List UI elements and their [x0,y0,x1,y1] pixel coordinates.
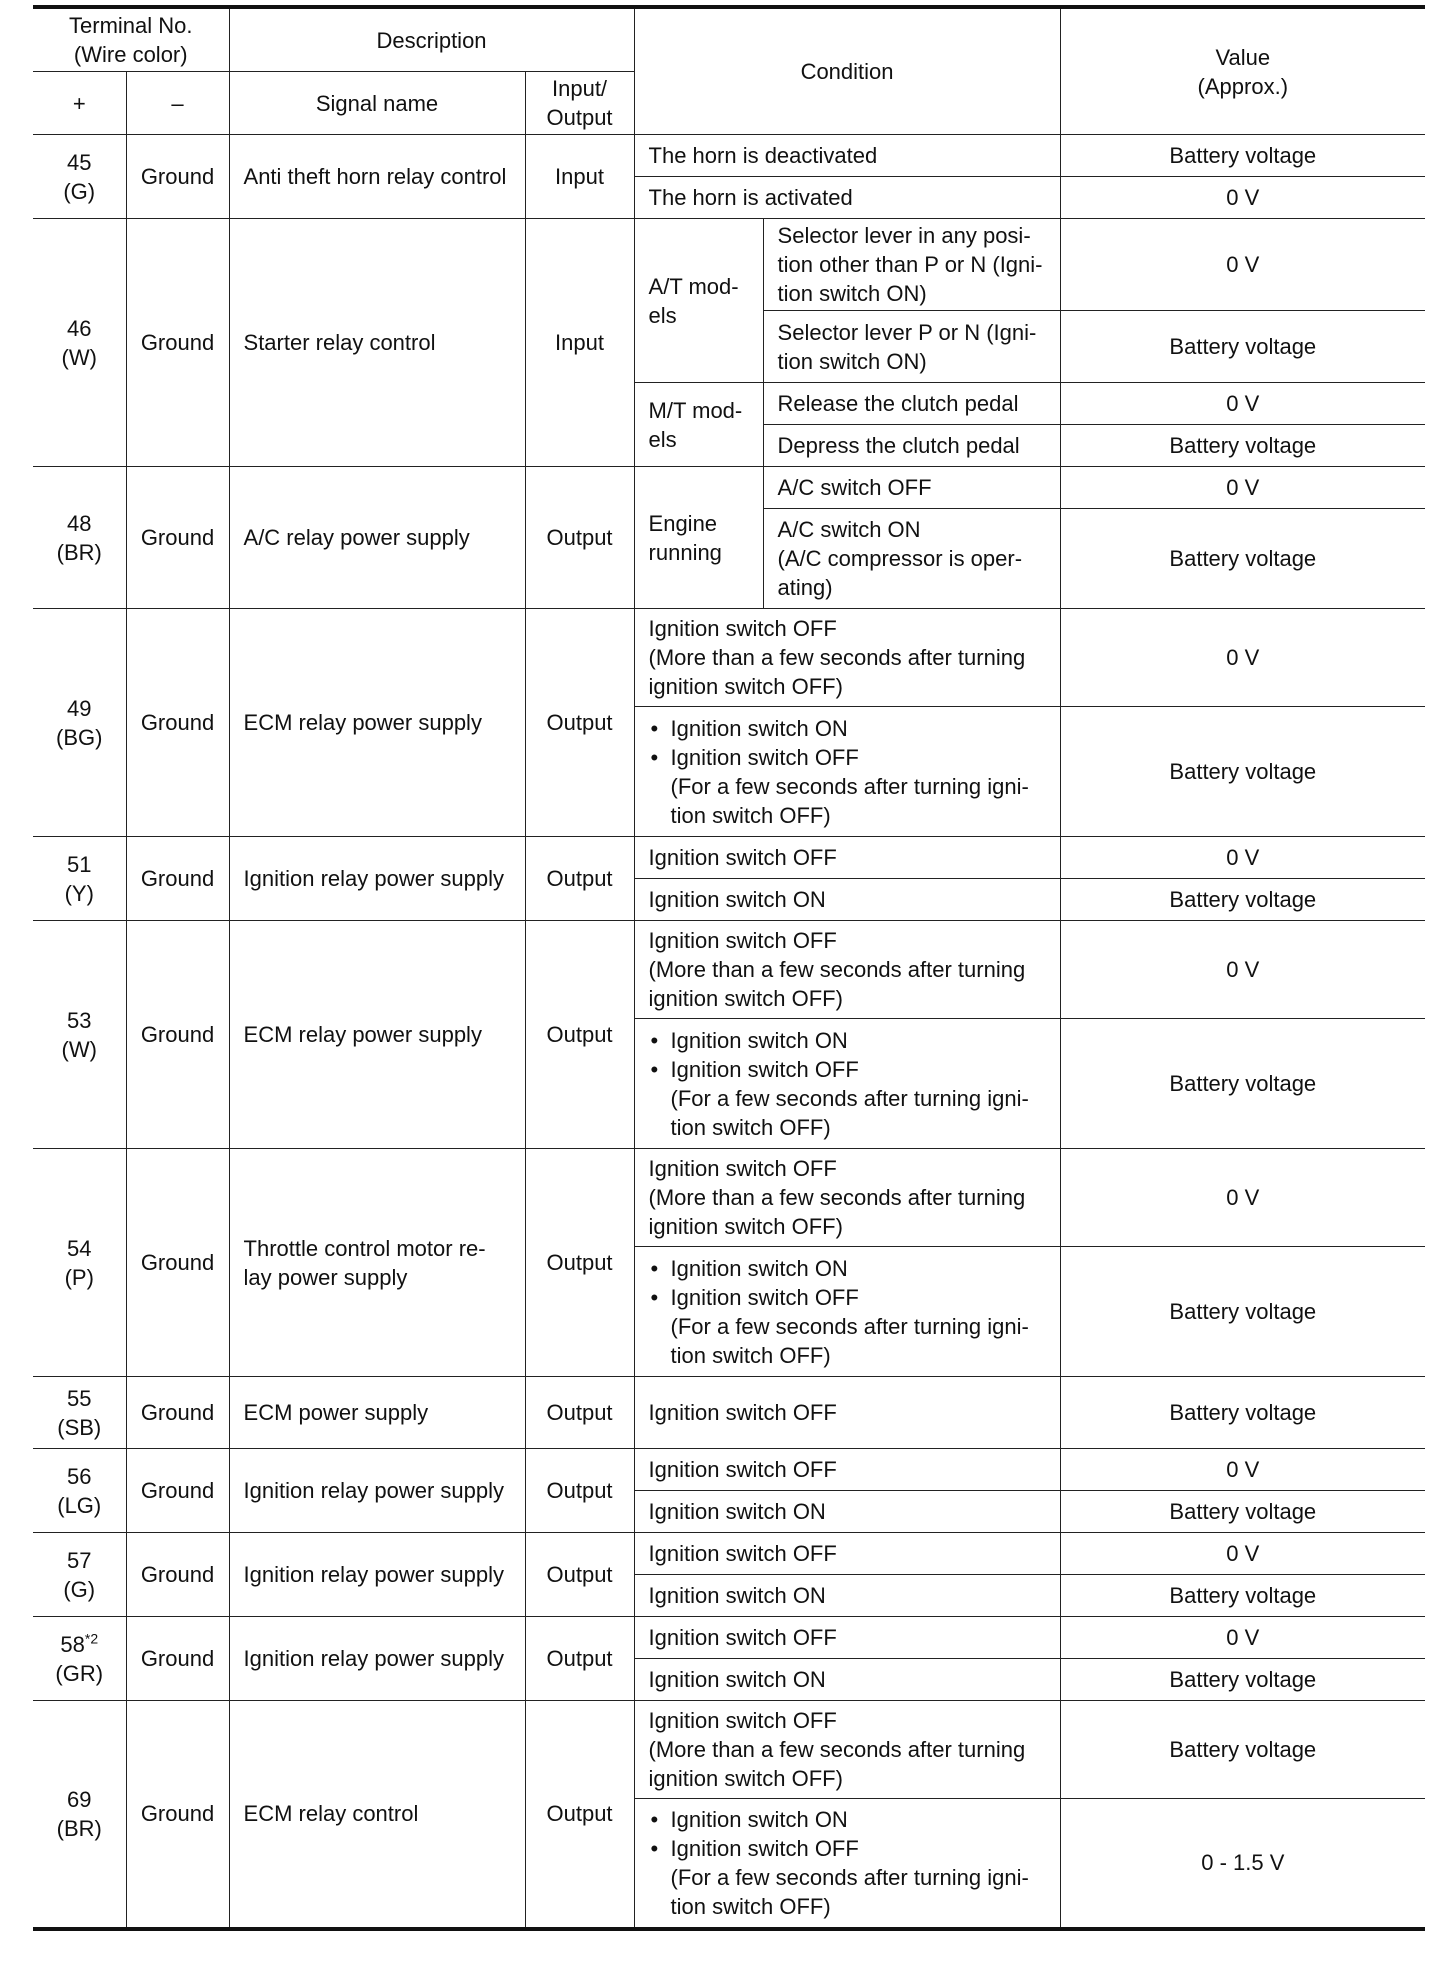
io-cell: Input [525,135,634,219]
terminal-cell [33,219,126,467]
condition-cell [634,1659,1060,1701]
terminal-number [47,509,112,538]
table-row [33,609,1425,707]
condition-text: Selector lever in any posi- tion other than P or N (Igni- tion switch ON) [777,223,1043,306]
terminal-number-text: 49 [67,695,92,721]
minus-terminal-cell: Ground [126,1449,229,1533]
terminal-number-text: 56 [67,1463,92,1489]
terminal-cell [33,1377,126,1449]
minus-terminal-cell: Ground [126,1377,229,1449]
signal-name-cell: Throttle control motor re- lay power supply [229,1149,525,1377]
terminal-number-text: 51 [67,851,92,877]
condition-text: Ignition switch OFF (More than a few seconds after turning ignition switch OFF) [648,616,1026,699]
io-cell: Output [525,609,634,837]
condition-text: Ignition switch OFF [648,1400,837,1425]
condition-cell [763,311,1060,383]
condition-text: Ignition switch ON [648,1583,826,1608]
condition-cell [763,219,1060,311]
condition-cell [763,425,1060,467]
table-row [33,135,1425,177]
condition-text: A/C switch ON (A/C compressor is oper- ating) [777,517,1023,600]
value-cell: 0 V [1060,921,1425,1019]
minus-terminal-cell: Ground [126,135,229,219]
wire-color: (W) [61,1036,97,1062]
minus-terminal-cell: Ground [126,219,229,467]
minus-terminal-cell: Ground [126,467,229,609]
condition-cell [634,879,1060,921]
condition-bullet: • Ignition switch ON [649,1026,1046,1055]
signal-name-cell: ECM relay power supply [229,609,525,837]
table-row [33,1149,1425,1247]
terminal-cell [33,921,126,1149]
terminal-cell [33,1449,126,1533]
condition-cell [634,1449,1060,1491]
value-cell: 0 V [1060,1533,1425,1575]
terminal-cell [33,1533,126,1617]
condition-text: Selector lever P or N (Igni- tion switch ON) [777,319,1037,374]
terminal-number-text: 55 [67,1385,92,1411]
condition-cell [634,837,1060,879]
value-cell: Battery voltage [1060,1377,1425,1449]
terminal-number-text: 57 [67,1547,92,1573]
value-cell: Battery voltage [1060,1659,1425,1701]
condition-bullets [649,714,1046,830]
value-cell: Battery voltage [1060,1019,1425,1149]
minus-terminal-cell: Ground [126,1701,229,1929]
description-header: Description [229,7,634,72]
io-cell: Output [525,467,634,609]
table-body [33,135,1425,1929]
terminal-number [47,1384,112,1413]
condition-bullets [649,1805,1046,1921]
terminal-cell [33,609,126,837]
value-cell: 0 V [1060,219,1425,311]
condition-text: A/C switch OFF [777,475,932,500]
terminal-number [47,1546,112,1575]
wire-color: (LG) [57,1492,102,1518]
signal-name-cell: Ignition relay power supply [229,1617,525,1701]
plus-header: + [33,72,126,135]
condition-cell [634,1799,1060,1929]
minus-terminal-cell: Ground [126,1149,229,1377]
minus-terminal-cell: Ground [126,1533,229,1617]
condition-text: Ignition switch OFF [648,845,837,870]
condition-bullets [649,1254,1046,1370]
signal-name-cell: Starter relay control [229,219,525,467]
minus-terminal-cell: Ground [126,837,229,921]
io-cell: Output [525,1449,634,1533]
condition-bullet: • Ignition switch ON [649,1254,1046,1283]
footnote-mark: *2 [84,1630,99,1647]
value-cell: 0 - 1.5 V [1060,1799,1425,1929]
io-header: Input/ Output [525,72,634,135]
io-cell: Input [525,219,634,467]
condition-text: Ignition switch ON [648,887,826,912]
value-cell: Battery voltage [1060,311,1425,383]
condition-cell [634,1019,1060,1149]
terminal-number-text: 48 [67,510,92,536]
minus-header: – [126,72,229,135]
condition-text: The horn is activated [648,185,853,210]
terminal-cell [33,837,126,921]
terminal-number-text: 58 [60,1631,85,1657]
condition-cell [763,383,1060,425]
signal-name-cell: A/C relay power supply [229,467,525,609]
condition-bullets [649,1026,1046,1142]
condition-text: Ignition switch OFF (More than a few seconds after turning ignition switch OFF) [648,1708,1026,1791]
value-cell: Battery voltage [1060,1575,1425,1617]
wire-color: (BR) [56,1815,102,1841]
signal-name-header: Signal name [229,72,525,135]
condition-bullet: • Ignition switch ON [649,1805,1046,1834]
condition-cell [634,1701,1060,1799]
terminal-spec-table [33,5,1425,1931]
condition-text: Ignition switch OFF [648,1457,837,1482]
value-cell: 0 V [1060,837,1425,879]
value-cell: 0 V [1060,609,1425,707]
signal-name-cell: Ignition relay power supply [229,1449,525,1533]
terminal-number-text: 54 [67,1235,92,1261]
wire-color: (P) [64,1264,94,1290]
condition-group-label: M/T mod- els [634,383,763,467]
io-cell: Output [525,921,634,1149]
condition-cell [634,1617,1060,1659]
condition-cell [634,135,1060,177]
condition-header: Condition [634,7,1060,135]
value-cell: 0 V [1060,1149,1425,1247]
table-row [33,1701,1425,1799]
terminal-cell [33,1149,126,1377]
table-row [33,837,1425,879]
value-cell: 0 V [1060,1617,1425,1659]
table-row [33,1449,1425,1491]
signal-name-cell: Anti theft horn relay control [229,135,525,219]
signal-name-cell: ECM power supply [229,1377,525,1449]
value-header: Value (Approx.) [1060,7,1425,135]
terminal-cell [33,135,126,219]
table-row [33,467,1425,509]
terminal-number [47,1006,112,1035]
terminal-number-text: 46 [67,315,92,341]
wire-color: (BR) [56,539,102,565]
condition-bullet: • Ignition switch OFF (For a few seconds after turning igni- tion switch OFF) [649,1055,1046,1142]
signal-name-cell: ECM relay power supply [229,921,525,1149]
io-cell: Output [525,1533,634,1617]
value-cell: Battery voltage [1060,707,1425,837]
condition-group-label: A/T mod- els [634,219,763,383]
io-cell: Output [525,1149,634,1377]
value-cell: Battery voltage [1060,1701,1425,1799]
terminal-number-text: 69 [67,1786,92,1812]
wire-color: (G) [63,178,96,204]
terminal-number [47,1462,112,1491]
value-cell: 0 V [1060,383,1425,425]
condition-text: The horn is deactivated [648,143,878,168]
io-cell: Output [525,1617,634,1701]
terminal-cell [33,1701,126,1929]
condition-cell [634,609,1060,707]
signal-name-cell: Ignition relay power supply [229,1533,525,1617]
value-cell: Battery voltage [1060,879,1425,921]
table-row [33,1533,1425,1575]
value-cell: 0 V [1060,1449,1425,1491]
terminal-number-text: 45 [67,149,92,175]
condition-cell [634,1491,1060,1533]
condition-text: Ignition switch ON [648,1667,826,1692]
condition-text: Ignition switch OFF (More than a few seconds after turning ignition switch OFF) [648,928,1026,1011]
condition-text: Ignition switch ON [648,1499,826,1524]
value-cell: Battery voltage [1060,1491,1425,1533]
value-cell: 0 V [1060,467,1425,509]
condition-cell [634,921,1060,1019]
io-cell: Output [525,1701,634,1929]
table-row [33,1617,1425,1659]
wire-color: (BG) [56,724,103,750]
signal-name-cell: ECM relay control [229,1701,525,1929]
terminal-number [47,148,112,177]
table-row [33,219,1425,311]
terminal-number [47,694,112,723]
wire-color: (SB) [57,1414,102,1440]
condition-cell [634,1149,1060,1247]
wire-color: (G) [63,1576,96,1602]
condition-bullet: • Ignition switch ON [649,714,1046,743]
value-cell: Battery voltage [1060,509,1425,609]
terminal-cell [33,467,126,609]
condition-text: Depress the clutch pedal [777,433,1020,458]
condition-group-label: Engine running [634,467,763,609]
condition-text: Ignition switch OFF [648,1625,837,1650]
minus-terminal-cell: Ground [126,1617,229,1701]
minus-terminal-cell: Ground [126,921,229,1149]
terminal-number [47,314,112,343]
wire-color: (W) [61,344,97,370]
condition-cell [634,1533,1060,1575]
value-cell: 0 V [1060,177,1425,219]
condition-cell [634,707,1060,837]
io-cell: Output [525,837,634,921]
condition-bullet: • Ignition switch OFF (For a few seconds after turning igni- tion switch OFF) [649,1834,1046,1921]
table-row [33,921,1425,1019]
table-row [33,1377,1425,1449]
signal-name-cell: Ignition relay power supply [229,837,525,921]
io-cell: Output [525,1377,634,1449]
terminal-number [47,1234,112,1263]
terminal-header: Terminal No. (Wire color) [33,7,229,72]
condition-cell [763,467,1060,509]
condition-bullet: • Ignition switch OFF (For a few seconds after turning igni- tion switch OFF) [649,1283,1046,1370]
condition-text: Release the clutch pedal [777,391,1019,416]
condition-cell [634,1575,1060,1617]
terminal-cell [33,1617,126,1701]
table-header [33,7,1425,135]
condition-cell [634,1247,1060,1377]
terminal-number [47,850,112,879]
wire-color: (Y) [64,880,94,906]
condition-cell [763,509,1060,609]
terminal-number-text: 53 [67,1007,92,1033]
condition-cell [634,177,1060,219]
terminal-number [47,1630,112,1659]
value-cell: Battery voltage [1060,425,1425,467]
condition-bullet: • Ignition switch OFF (For a few seconds after turning igni- tion switch OFF) [649,743,1046,830]
condition-text: Ignition switch OFF (More than a few seconds after turning ignition switch OFF) [648,1156,1026,1239]
terminal-number [47,1785,112,1814]
value-cell: Battery voltage [1060,135,1425,177]
minus-terminal-cell: Ground [126,609,229,837]
condition-cell [634,1377,1060,1449]
wire-color: (GR) [55,1660,104,1686]
condition-text: Ignition switch OFF [648,1541,837,1566]
value-cell: Battery voltage [1060,1247,1425,1377]
